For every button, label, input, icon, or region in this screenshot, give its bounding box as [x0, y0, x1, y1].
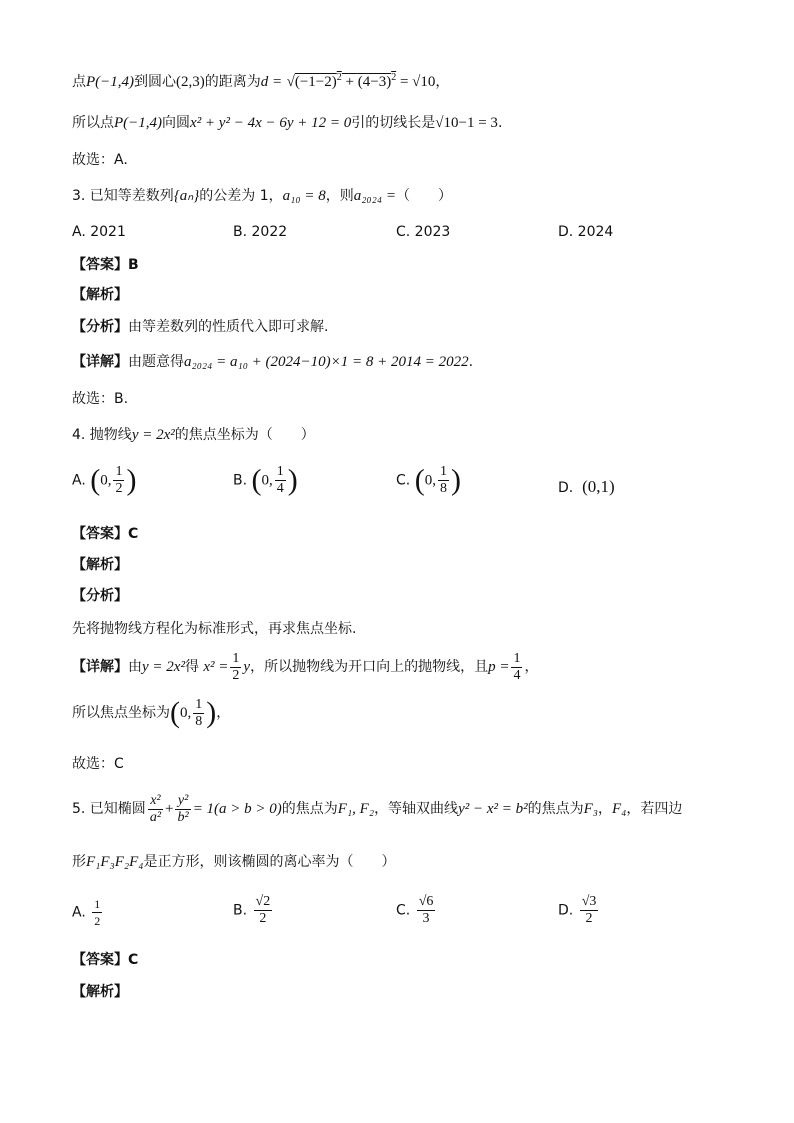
- fraction: $\frac{1}{2}$: [94, 897, 101, 928]
- q4-option-d: [558, 477, 615, 498]
- q4-detail: [72, 650, 538, 684]
- math: F₁, F₂: [337, 801, 375, 817]
- math: √10: [412, 74, 436, 90]
- math: (4−3): [357, 74, 392, 90]
- q3-choose: 故选：B.: [72, 391, 129, 407]
- point-p: P(−1,4): [86, 74, 135, 90]
- point-p: P(−1,4): [114, 115, 163, 131]
- q3-analysis: 【解析】: [72, 287, 128, 303]
- text: 3. 已知等差数列: [72, 188, 174, 204]
- label: C.: [396, 472, 411, 489]
- line-tangent: [72, 113, 502, 133]
- q3-answer: 【答案】B: [72, 257, 139, 273]
- math: a₂₀₂₄ = a₁₀ + (2024−10)×1 = 8 + 2014 = 2022: [184, 354, 469, 370]
- text: 所以点: [72, 115, 114, 131]
- text: 点: [72, 74, 86, 90]
- label: 【详解】: [72, 659, 128, 675]
- math: 0,: [261, 472, 273, 489]
- text: 的焦点为: [281, 801, 338, 817]
- text: ，: [524, 659, 539, 675]
- fraction: $\frac{1}{8}$: [195, 696, 203, 729]
- math: F₄: [612, 801, 627, 817]
- math: = 1(a > b > 0): [192, 801, 282, 817]
- label: D.: [558, 480, 574, 496]
- q4-focus: [72, 696, 230, 730]
- math: y = 2x²: [142, 659, 185, 675]
- math: (−1−2): [294, 74, 337, 90]
- math: x² =: [203, 659, 229, 675]
- q4-option-b: [233, 464, 298, 497]
- circle-eq: x² + y² − 4x − 6y + 12 = 0: [190, 115, 352, 131]
- text: （ ）: [395, 188, 452, 204]
- math: =: [396, 74, 413, 90]
- paren: (: [414, 463, 425, 497]
- math: F₁F₃F₂F₄: [86, 854, 144, 870]
- math: 0,: [100, 472, 112, 489]
- text: ，等轴双曲线: [374, 801, 459, 817]
- text: .: [497, 115, 503, 131]
- fraction: $\frac{1}{4}$: [513, 650, 521, 683]
- label: 【详解】: [72, 354, 128, 370]
- q5-option-b: [233, 894, 274, 927]
- text: 引的切线长是: [351, 115, 436, 131]
- q3-option-c: C. 2023: [396, 224, 451, 240]
- math: d =: [260, 74, 283, 90]
- math: +: [165, 801, 174, 817]
- math: y = 2x²: [131, 427, 175, 443]
- paren: ): [450, 463, 461, 497]
- fraction: $\frac{√2}{2}$: [255, 894, 271, 926]
- label: B.: [233, 472, 248, 489]
- text: 由: [128, 659, 142, 675]
- choose-a: 故选：A.: [72, 152, 128, 168]
- text: ，所以抛物线为开口向上的抛物线，且: [250, 659, 489, 675]
- center: (2,3): [176, 74, 205, 90]
- math: p =: [488, 659, 510, 675]
- q3-detail: [72, 352, 473, 372]
- q3-option-b: B. 2022: [233, 224, 288, 240]
- text: 到圆心: [134, 74, 177, 90]
- text: 的焦点坐标为（ ）: [174, 427, 315, 443]
- text: 形: [72, 854, 86, 870]
- math: (0,1): [582, 477, 615, 496]
- q5-stem-1: [72, 790, 682, 828]
- q4-stem: [72, 425, 315, 445]
- q4-option-c: [396, 464, 461, 497]
- fraction: $\frac{\text{x²}}{\text{a²}}$: [149, 792, 162, 825]
- paren: ): [287, 463, 298, 497]
- q5-option-c: [396, 894, 437, 927]
- math: +: [341, 74, 358, 90]
- math: a₁₀ = 8: [282, 188, 326, 204]
- text: ，则: [325, 188, 354, 204]
- label: 【分析】: [72, 319, 128, 335]
- math: a₂₀₂₄ =: [353, 188, 396, 204]
- text: ，: [435, 74, 450, 90]
- text: 向圆: [162, 115, 191, 131]
- q4-fenxi: 先将抛物线方程化为标准形式，再求焦点坐标.: [72, 621, 357, 637]
- q4-analysis: 【解析】: [72, 557, 128, 573]
- q4-choose: 故选：C: [72, 756, 124, 772]
- text: ，: [216, 705, 231, 721]
- text: 是正方形，则该椭圆的离心率为（ ）: [143, 854, 396, 870]
- math: {aₙ}: [173, 188, 200, 204]
- q5-analysis: 【解析】: [72, 984, 128, 1000]
- label: A.: [72, 904, 86, 921]
- math: √10−1 = 3: [435, 115, 498, 131]
- math: y² − x² = b²: [458, 801, 528, 817]
- text: 4. 抛物线: [72, 427, 132, 443]
- paren: (: [90, 463, 101, 497]
- fraction: $\frac{1}{8}$: [439, 464, 447, 496]
- label: B.: [233, 902, 248, 919]
- fraction: $\frac{√3}{2}$: [581, 894, 597, 926]
- text: ，: [598, 801, 613, 817]
- text: 得: [184, 659, 199, 675]
- text: ，若四边: [626, 801, 683, 817]
- math: 2: [336, 72, 342, 83]
- paren: (: [251, 463, 262, 497]
- q4-option-a: [72, 464, 136, 497]
- paren: ): [126, 463, 137, 497]
- q4-answer: 【答案】C: [72, 526, 139, 542]
- q5-stem-2: [72, 852, 396, 872]
- q5-option-d: [558, 894, 600, 927]
- math: F₃: [583, 801, 599, 817]
- text: 5. 已知椭圆: [72, 801, 146, 817]
- text: 由等差数列的性质代入即可求解.: [128, 319, 329, 335]
- label: A.: [72, 472, 86, 489]
- q3-option-d: D. 2024: [558, 224, 614, 240]
- label: D.: [558, 902, 574, 919]
- paren: (: [170, 696, 180, 729]
- text: 的距离为: [204, 74, 261, 90]
- fraction: $\frac{\text{y²}}{\text{b²}}$: [177, 792, 189, 825]
- text: 由题意得: [128, 354, 184, 370]
- fraction: $\frac{√6}{3}$: [418, 894, 434, 926]
- q3-option-a: A. 2021: [72, 224, 126, 240]
- fraction: $\frac{1}{2}$: [232, 650, 240, 683]
- math: 0,: [180, 705, 192, 721]
- math: y: [243, 659, 251, 675]
- q5-option-a: [72, 896, 104, 929]
- q3-stem: [72, 186, 452, 206]
- text: 所以焦点坐标为: [72, 705, 170, 721]
- fraction: $\frac{1}{4}$: [276, 464, 284, 496]
- label: C.: [396, 902, 411, 919]
- math: 2: [391, 72, 397, 83]
- math: 0,: [424, 472, 436, 489]
- text: 的焦点为: [527, 801, 584, 817]
- paren: ): [206, 696, 217, 729]
- text: 的公差为 1，: [199, 188, 283, 204]
- q5-answer: 【答案】C: [72, 952, 139, 968]
- distance-sqrt: $√(-1-2)^2 + (4-3)^2$: [286, 72, 397, 90]
- line-distance: [72, 72, 449, 92]
- fraction: $\frac{1}{2}$: [115, 464, 123, 496]
- text: .: [468, 354, 474, 370]
- q3-fenxi: [72, 317, 328, 337]
- q4-fenxi-label: 【分析】: [72, 588, 128, 604]
